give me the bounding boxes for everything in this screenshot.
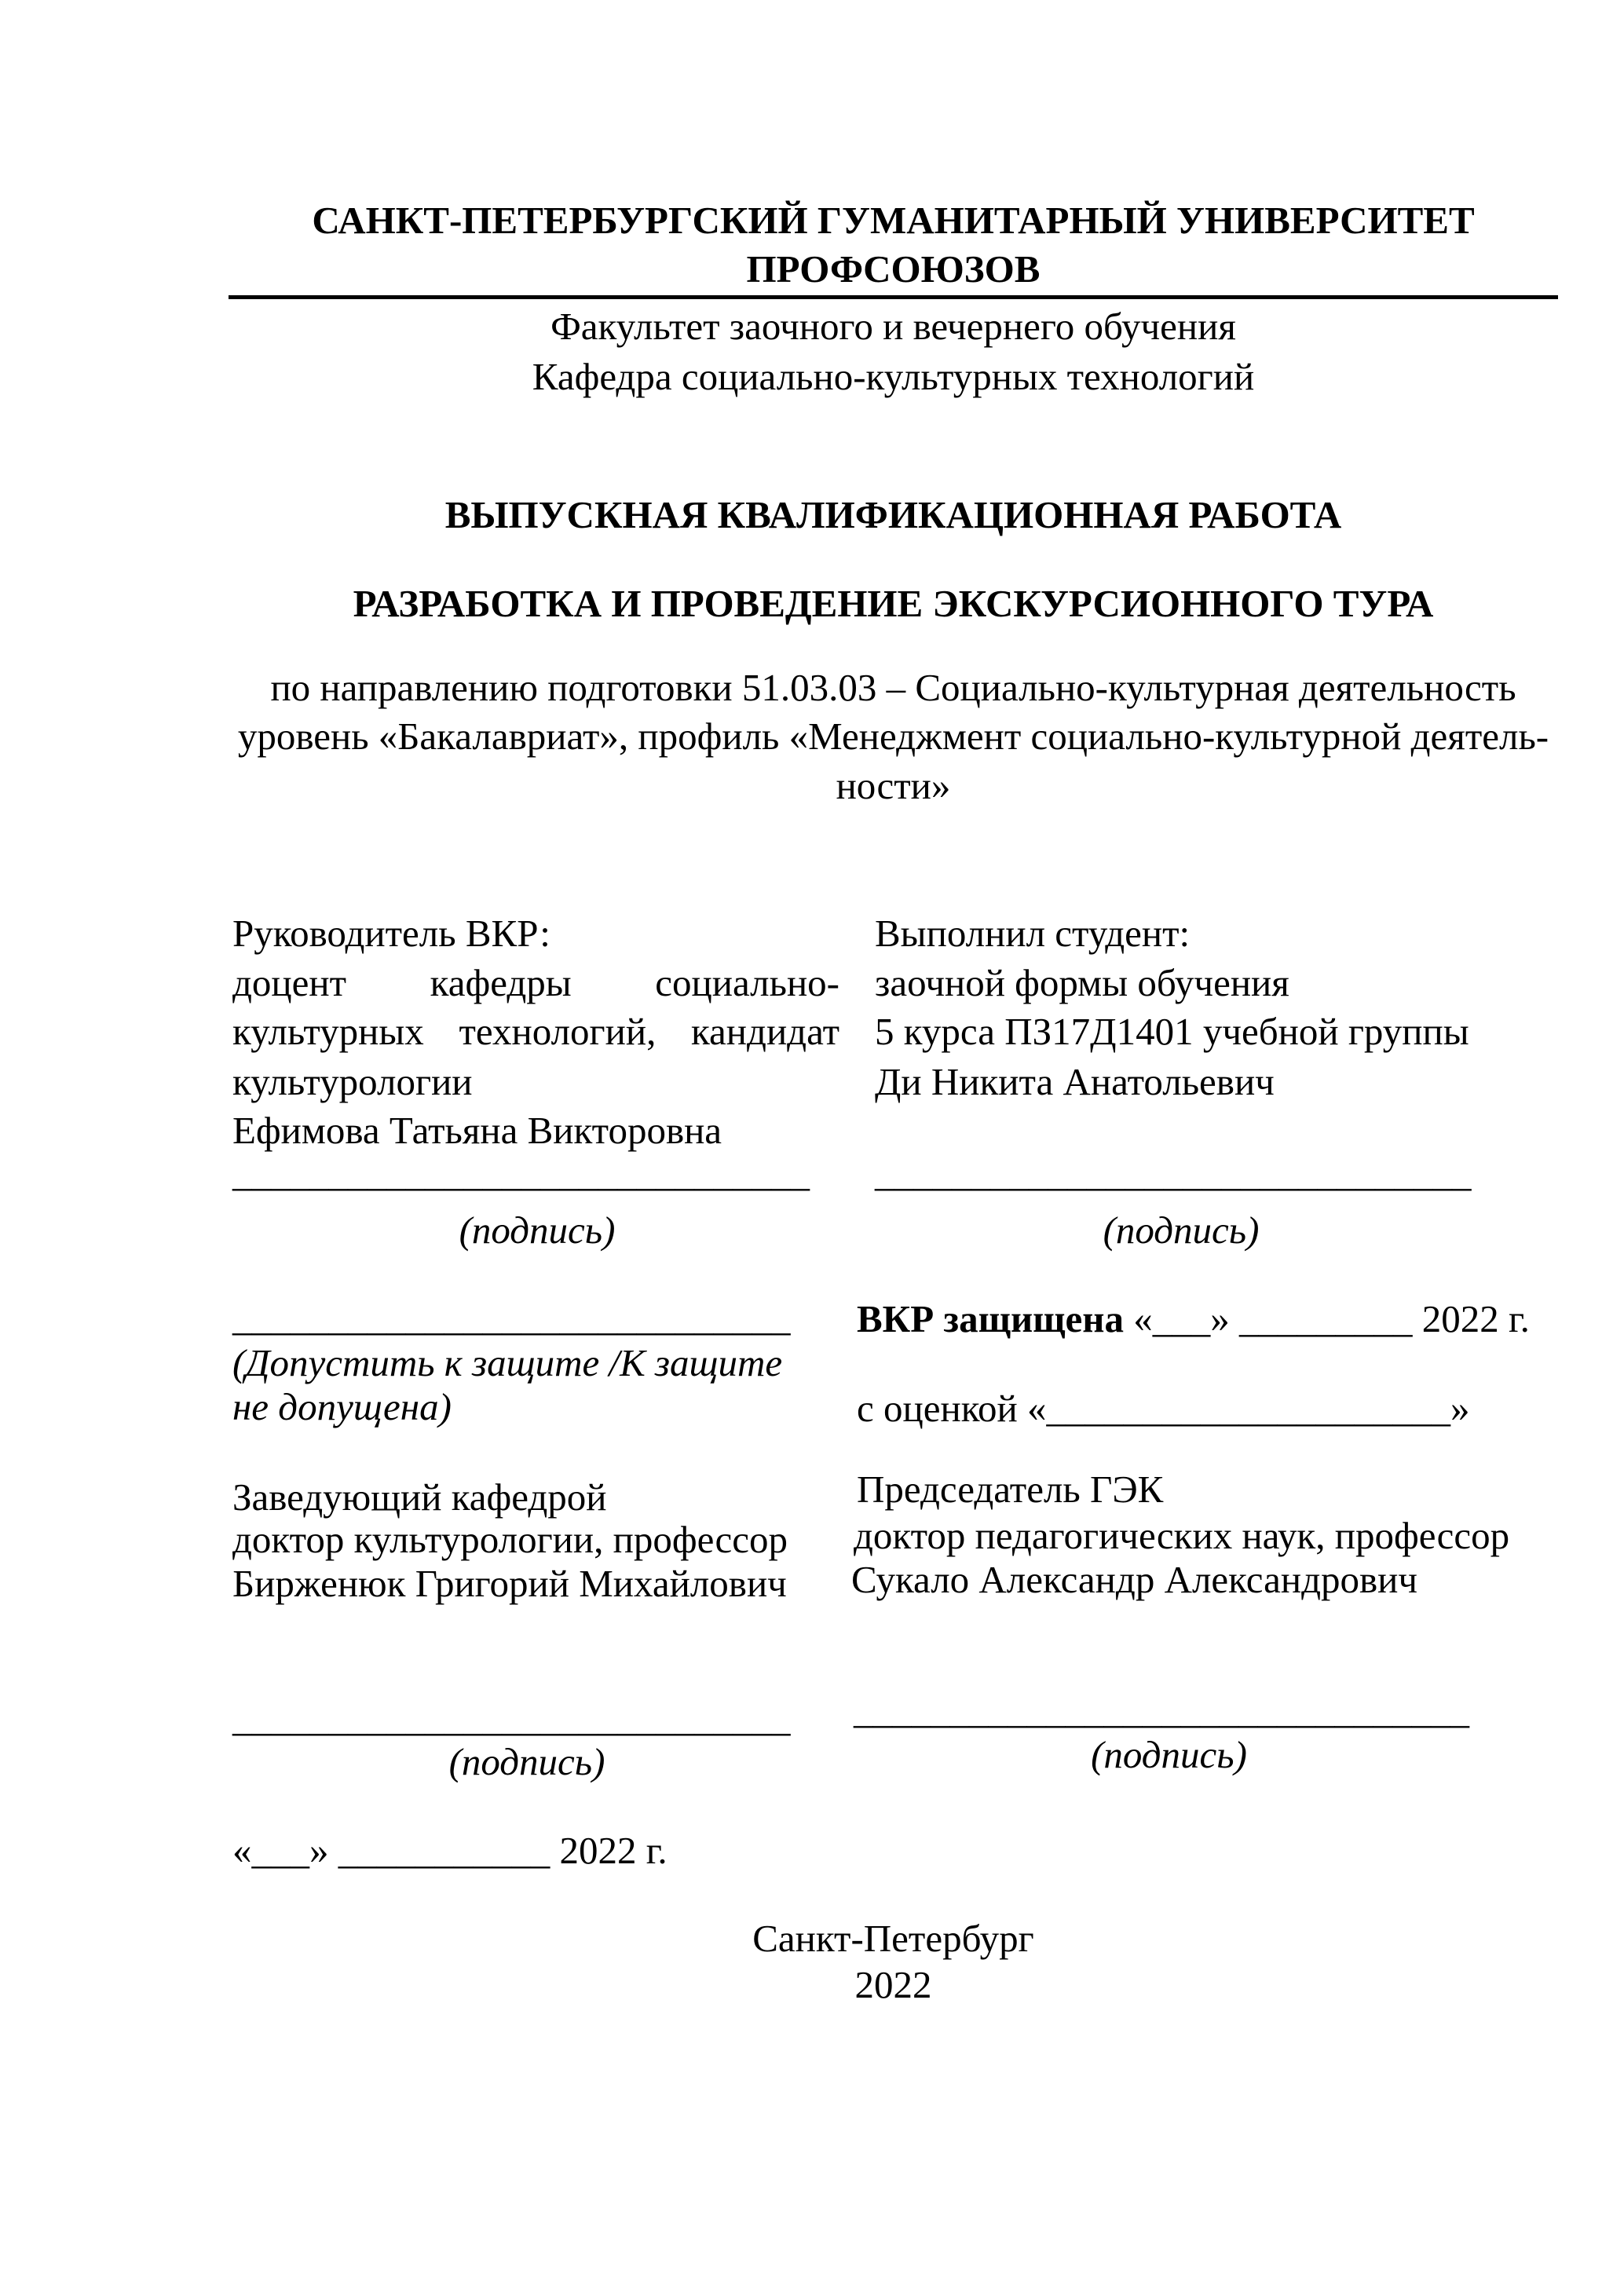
supervisor-position-line1: доцент кафедры социально- <box>232 961 839 1004</box>
student-signature-caption: (подпись) <box>1103 1208 1260 1252</box>
supervisor-signature-caption: (подпись) <box>459 1208 616 1252</box>
supervisor-label: Руководитель ВКР: <box>232 912 550 955</box>
header-divider <box>229 295 1558 299</box>
admission-caption-line1: (Допустить к защите /К защите <box>232 1341 783 1384</box>
university-name-line2: ПРОФСОЮЗОВ <box>746 247 1041 291</box>
student-label: Выполнил студент: <box>875 912 1191 955</box>
chair-label: Председатель ГЭК <box>857 1468 1164 1511</box>
study-level-line1: уровень «Бакалавриат», профиль «Менеджмент социально-культурной деятель- <box>237 715 1549 758</box>
work-type: ВЫПУСКНАЯ КВАЛИФИКАЦИОННАЯ РАБОТА <box>444 493 1342 536</box>
study-level-line2: ности» <box>836 764 951 807</box>
head-signature-caption: (подпись) <box>448 1740 605 1783</box>
chair-signature-caption: (подпись) <box>1091 1733 1247 1776</box>
chair-signature-line: ________________________________ <box>854 1688 1469 1731</box>
student-name: Ди Никита Анатольевич <box>875 1060 1275 1103</box>
supervisor-name: Ефимова Татьяна Викторовна <box>232 1109 722 1152</box>
study-direction: по направлению подготовки 51.03.03 – Социально-культурная деятельность <box>270 666 1516 709</box>
defense-date <box>857 1297 1530 1341</box>
supervisor-signature-line: ______________________________ <box>232 1151 810 1194</box>
supervisor-position-line2: культурных технологий, кандидат <box>232 1010 839 1053</box>
thesis-topic: РАЗРАБОТКА И ПРОВЕДЕНИЕ ЭКСКУРСИОННОГО ТУРА <box>353 582 1434 625</box>
head-signature-line: _____________________________ <box>232 1696 791 1739</box>
head-signature-date: «___» ___________ 2022 г. <box>232 1829 668 1872</box>
admission-signature-line: _____________________________ <box>232 1296 791 1339</box>
defense-date-blank: «___» _________ 2022 г. <box>1124 1297 1530 1340</box>
supervisor-position-line3: культурологии <box>232 1060 473 1103</box>
chair-degree: доктор педагогических наук, профессор <box>854 1514 1510 1557</box>
university-name-line1: САНКТ-ПЕТЕРБУРГСКИЙ ГУМАНИТАРНЫЙ УНИВЕРСИТЕТ <box>312 199 1475 242</box>
admission-caption-line2: не допущена) <box>232 1385 452 1428</box>
defense-grade: с оценкой «_____________________» <box>857 1387 1470 1430</box>
faculty: Факультет заочного и вечернего обучения <box>550 305 1236 348</box>
head-label: Заведующий кафедрой <box>232 1475 607 1519</box>
chair-name: Сукало Александр Александрович <box>851 1558 1418 1601</box>
student-signature-line: _______________________________ <box>875 1151 1472 1194</box>
student-group: 5 курса ПЗ17Д1401 учебной группы <box>875 1010 1469 1053</box>
year: 2022 <box>854 1963 932 2006</box>
department: Кафедра социально-культурных технологий <box>532 355 1255 398</box>
student-study-form: заочной формы обучения <box>875 961 1289 1004</box>
head-degree: доктор культурологии, профессор <box>232 1518 788 1561</box>
city: Санкт-Петербург <box>752 1917 1034 1960</box>
head-name: Бирженюк Григорий Михайлович <box>232 1562 787 1605</box>
defense-label: ВКР защищена <box>857 1297 1125 1340</box>
